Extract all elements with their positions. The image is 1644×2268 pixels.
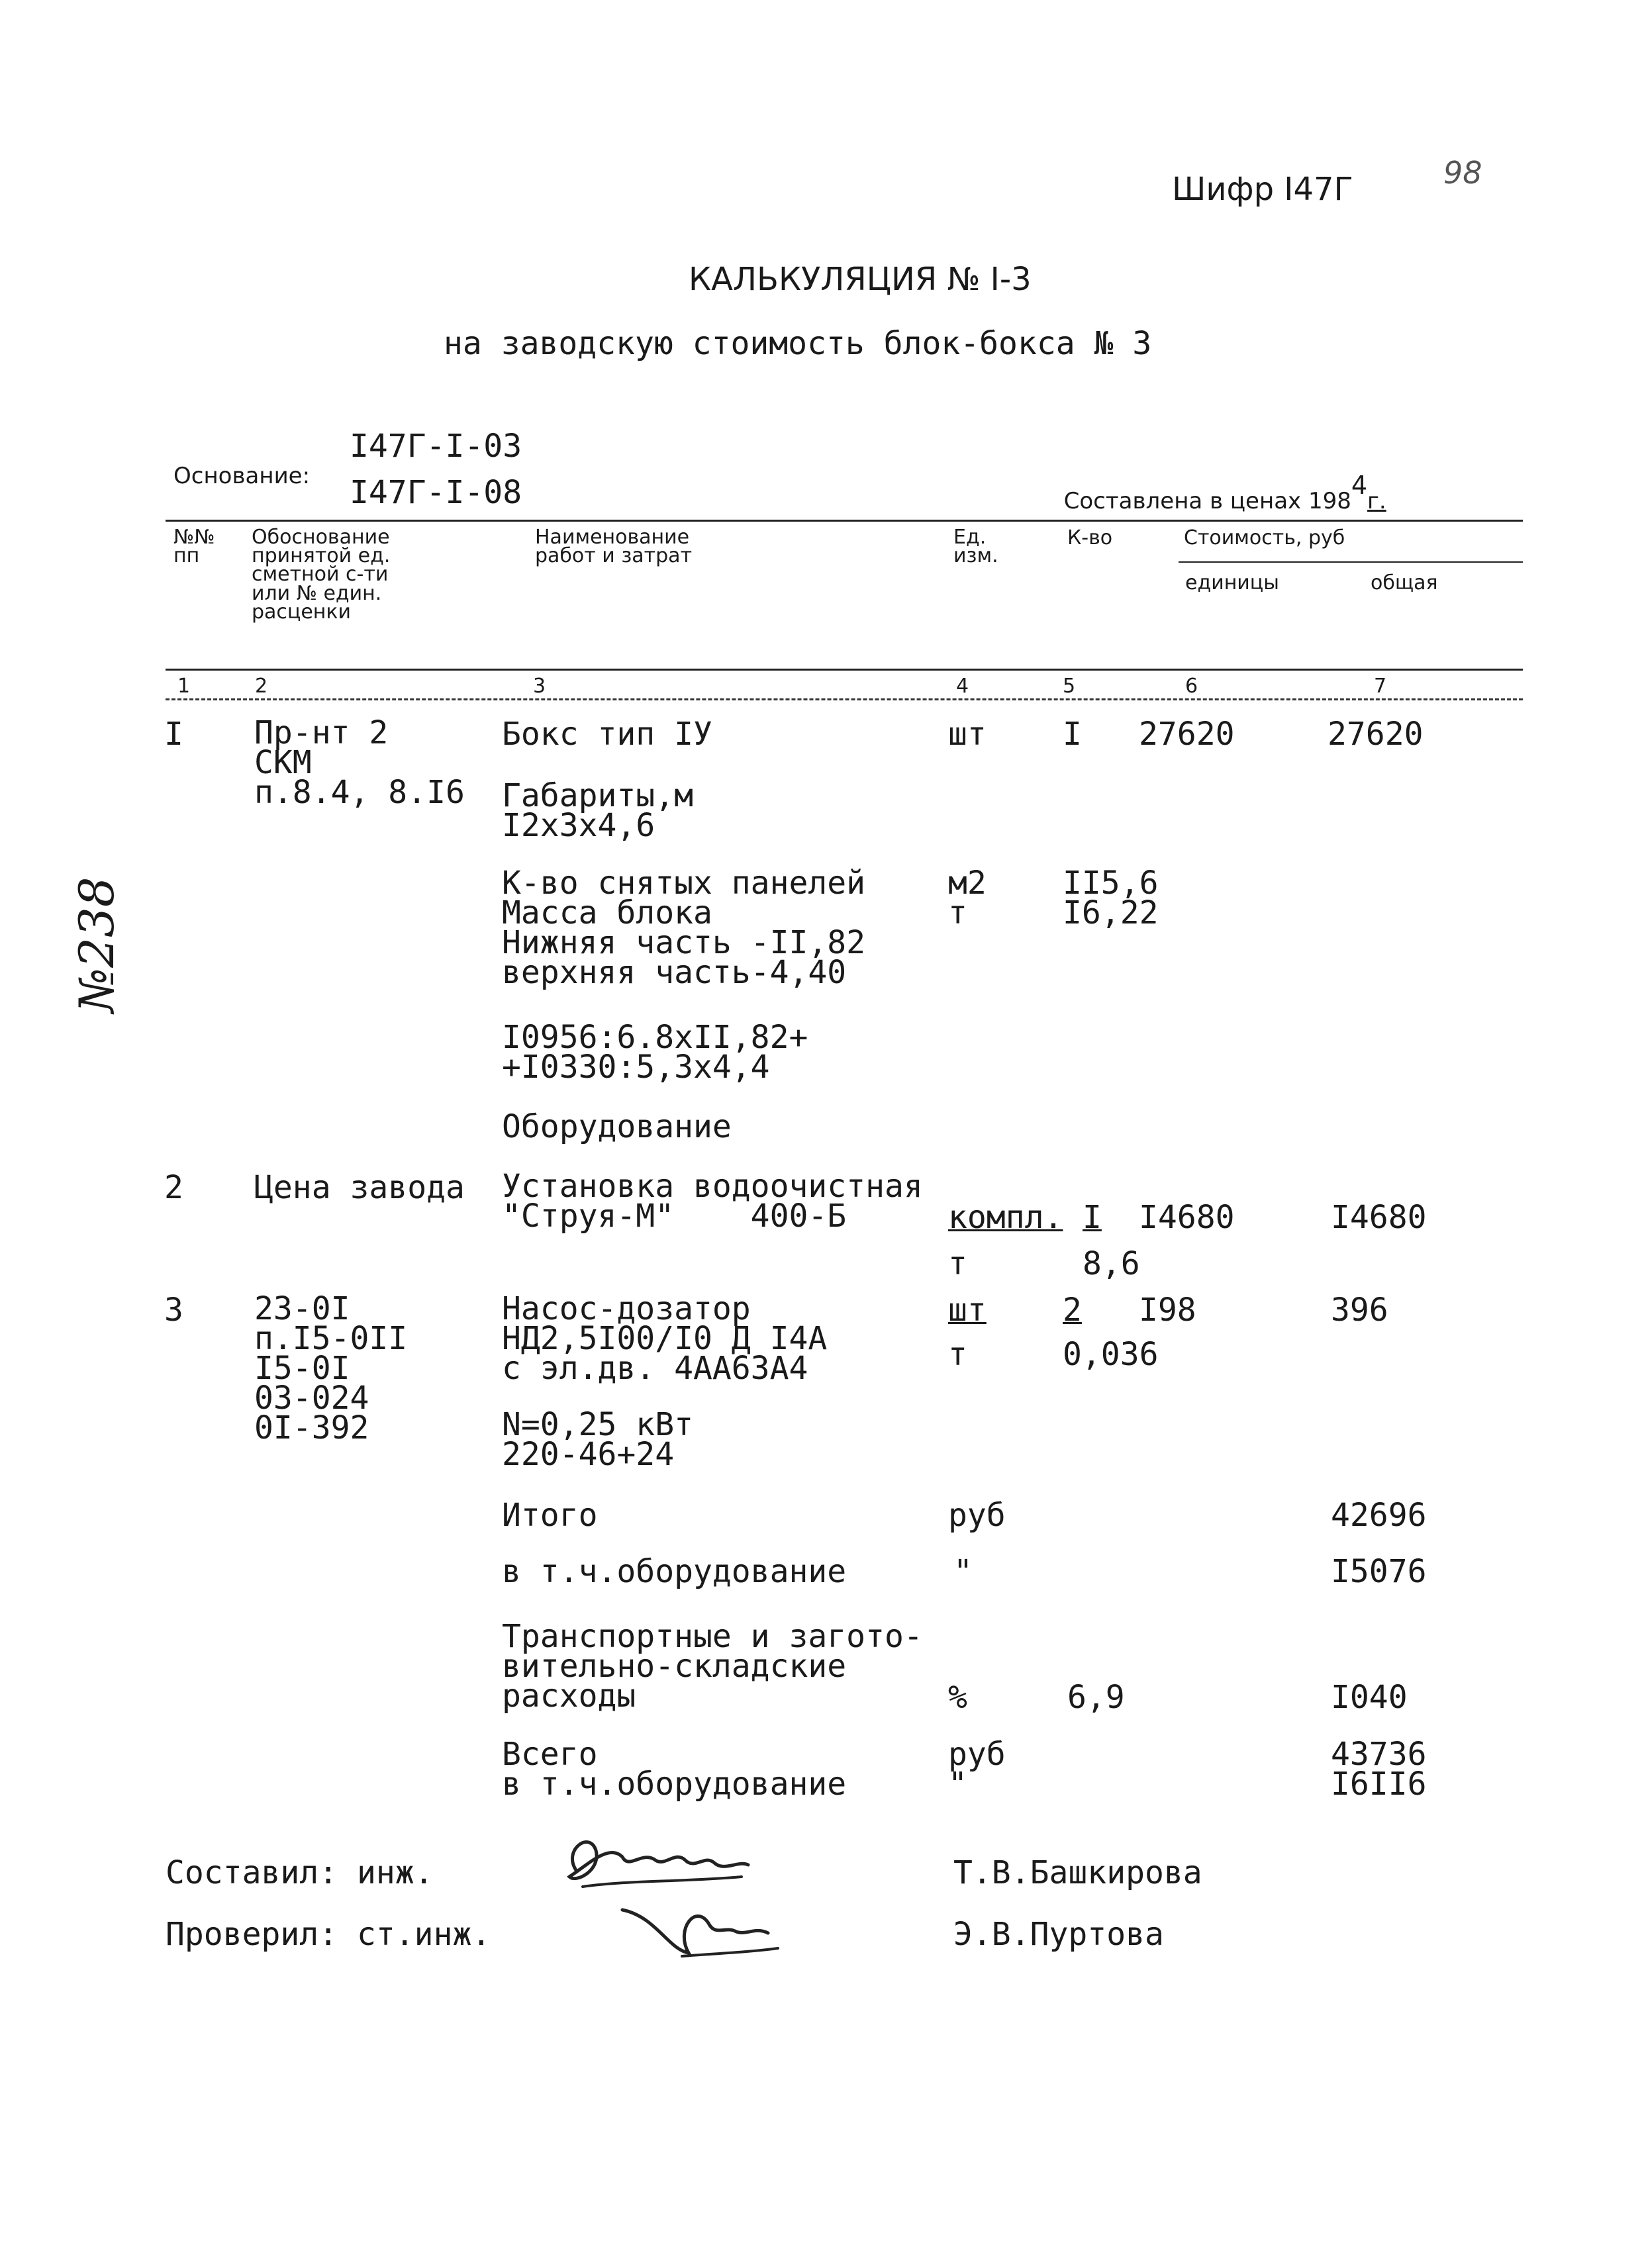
row3-basis: 23-0I п.I5-0II I5-0I 03-024 0I-392 bbox=[254, 1290, 408, 1447]
col-header-number: №№ пп bbox=[173, 526, 215, 568]
row3-name: Насос-дозатор НД2,5I00/I0 Д I4А с эл.дв. 4АА63А4 bbox=[502, 1290, 828, 1388]
row2-unit-cost: I4680 bbox=[1139, 1199, 1235, 1236]
cost-group-rule bbox=[1179, 561, 1523, 563]
transport-value: I040 bbox=[1331, 1679, 1408, 1716]
row1-dimensions: Габариты,м I2x3x4,6 bbox=[502, 777, 693, 845]
row1-total-cost: 27620 bbox=[1328, 716, 1424, 753]
page-number: 98 bbox=[1443, 155, 1482, 191]
compiled-by-label: Составил: инж. bbox=[166, 1854, 434, 1891]
row2-name: Установка водоочистная "Струя-М" 400-Б bbox=[502, 1168, 923, 1235]
row1-equipment: Оборудование bbox=[502, 1108, 732, 1145]
col-number-7: 7 bbox=[1374, 675, 1387, 698]
compiled-by-name: Т.В.Башкирова bbox=[953, 1854, 1202, 1891]
subtotal-label: Итого bbox=[502, 1497, 598, 1534]
col-header-unit: Ед. изм. bbox=[953, 526, 998, 568]
row2-total-cost: I4680 bbox=[1331, 1199, 1427, 1236]
prices-basis bbox=[1049, 465, 1386, 512]
document-title: КАЛЬКУЛЯЦИЯ № I-3 bbox=[689, 261, 1032, 298]
row1-panels-values: II5,6 I6,22 bbox=[1063, 865, 1159, 932]
row1-qty: I bbox=[1063, 716, 1082, 753]
row1-unit: шт bbox=[948, 716, 987, 753]
document-subtitle: на заводскую стоимость блок-бокса № 3 bbox=[444, 325, 1152, 362]
row2-weight: 8,6 bbox=[1083, 1245, 1140, 1282]
row3-weight: 0,036 bbox=[1063, 1336, 1159, 1373]
row2-number: 2 bbox=[164, 1169, 183, 1206]
col-number-2: 2 bbox=[255, 675, 268, 698]
row1-name: Бокс тип IУ bbox=[502, 716, 712, 753]
row2-basis: Цена завода bbox=[254, 1169, 465, 1206]
row3-unit-cost: I98 bbox=[1139, 1292, 1196, 1329]
table-top-rule bbox=[166, 520, 1523, 522]
row1-unit-cost: 27620 bbox=[1139, 716, 1235, 753]
transport-label: Транспортные и загото- вительно-складские расходы bbox=[502, 1618, 923, 1715]
row1-number: I bbox=[164, 716, 183, 753]
col-header-qty: К-во bbox=[1067, 526, 1113, 549]
column-number-rule bbox=[166, 698, 1523, 700]
prices-label: Составлена в ценах 198 bbox=[1063, 488, 1351, 514]
equipment-unit: " bbox=[953, 1553, 973, 1590]
row3-power: N=0,25 кВт 220-46+24 bbox=[502, 1406, 693, 1474]
equipment-label: в т.ч.оборудование bbox=[502, 1553, 847, 1590]
header-bottom-rule bbox=[166, 669, 1523, 671]
row2-unit-weight: т bbox=[948, 1245, 967, 1282]
equipment-value: I5076 bbox=[1331, 1553, 1427, 1590]
prices-year-digit: 4 bbox=[1351, 471, 1368, 500]
row1-panels-units: м2 т bbox=[948, 865, 987, 932]
basis-reference-1: I47Г-I-03 bbox=[350, 428, 522, 465]
basis-label: Основание: bbox=[173, 463, 311, 489]
grand-total-unit: руб " bbox=[948, 1736, 1006, 1803]
row3-unit-weight: т bbox=[948, 1336, 967, 1373]
row3-total-cost: 396 bbox=[1331, 1292, 1388, 1329]
margin-note: №238 bbox=[69, 876, 124, 1013]
row1-formula: I0956:6.8xII,82+ +I0330:5,3x4,4 bbox=[502, 1019, 808, 1086]
col-number-6: 6 bbox=[1185, 675, 1198, 698]
row1-basis: Пр-нт 2 СКМ п.8.4, 8.I6 bbox=[254, 714, 465, 812]
col-number-3: 3 bbox=[533, 675, 546, 698]
col-header-total-cost: общая bbox=[1371, 571, 1438, 594]
basis-reference-2: I47Г-I-08 bbox=[350, 474, 522, 511]
col-number-1: 1 bbox=[177, 675, 191, 698]
col-number-5: 5 bbox=[1063, 675, 1076, 698]
transport-unit: % bbox=[948, 1679, 967, 1716]
row3-qty: 2 bbox=[1063, 1292, 1082, 1329]
cipher-code: Шифр I47Г bbox=[1172, 171, 1353, 208]
row3-unit: шт bbox=[948, 1292, 987, 1329]
col-header-name: Наименование работ и затрат bbox=[535, 526, 693, 568]
row1-panels-mass: К-во снятых панелей Масса блока Нижняя часть -II,82 верхняя часть-4,40 bbox=[502, 865, 866, 992]
row3-number: 3 bbox=[164, 1292, 183, 1329]
row2-unit: компл. bbox=[948, 1199, 1063, 1236]
col-header-unit-cost: единицы bbox=[1185, 571, 1279, 594]
subtotal-unit: руб bbox=[948, 1497, 1006, 1534]
checker-signature bbox=[616, 1890, 788, 1969]
col-number-4: 4 bbox=[956, 675, 969, 698]
checked-by-label: Проверил: ст.инж. bbox=[166, 1916, 491, 1953]
subtotal-value: 42696 bbox=[1331, 1497, 1427, 1534]
grand-total-label: Всего в т.ч.оборудование bbox=[502, 1736, 847, 1803]
row2-qty: I bbox=[1083, 1199, 1102, 1236]
transport-rate: 6,9 bbox=[1067, 1679, 1125, 1716]
prices-suffix: г. bbox=[1367, 488, 1386, 514]
col-header-basis: Обоснование принятой ед. сметной с-ти или № един. расценки bbox=[252, 526, 391, 624]
checked-by-name: Э.В.Пуртова bbox=[953, 1916, 1164, 1953]
col-header-cost-group: Стоимость, руб bbox=[1184, 526, 1345, 549]
grand-total-value: 43736 I6II6 bbox=[1331, 1736, 1427, 1803]
